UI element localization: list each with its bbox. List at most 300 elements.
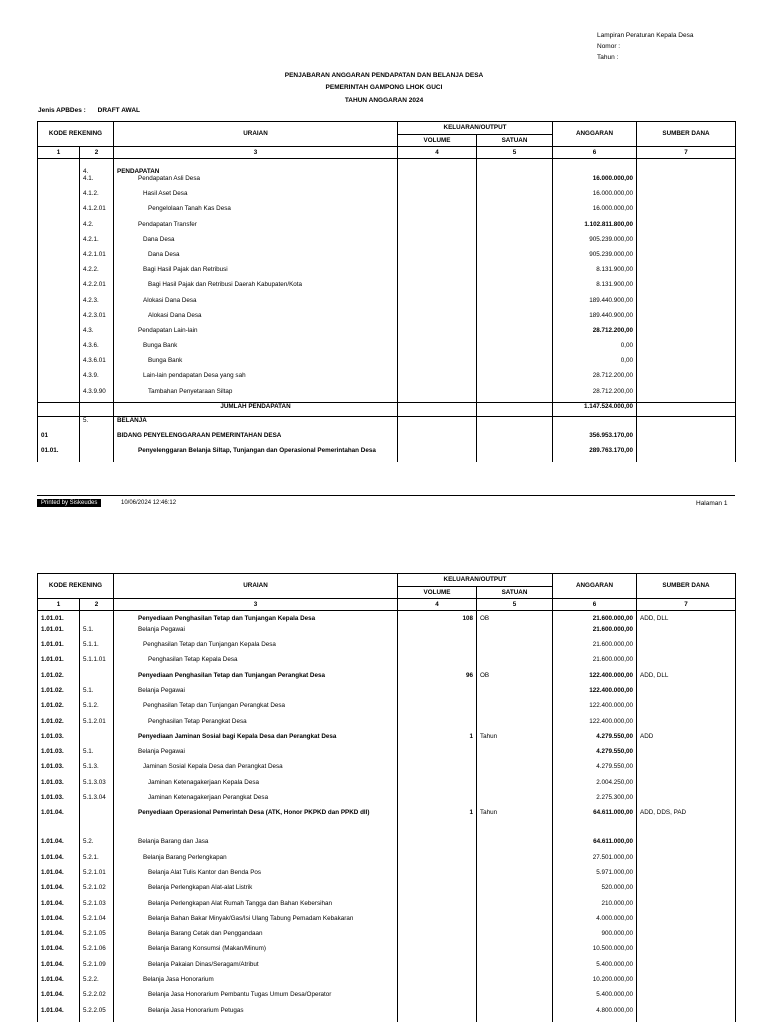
kode-rekening [80, 403, 114, 417]
volume-cell: 1 [398, 809, 477, 838]
header-uraian: URAIAN [114, 574, 398, 599]
kode-bidang: 1.01.01. [38, 611, 80, 626]
kode-rekening [80, 809, 114, 838]
uraian-cell: Bunga Bank [114, 342, 398, 357]
sumber-dana-cell [637, 221, 736, 236]
anggaran-cell: 16.000.000,00 [553, 175, 637, 190]
sumber-dana-cell [637, 357, 736, 372]
uraian-cell: BELANJA [114, 417, 398, 432]
kode-rekening: 5.1.2. [80, 702, 114, 717]
kode-rekening: 5.2. [80, 838, 114, 853]
table-row [38, 432, 736, 447]
table-row [38, 266, 736, 281]
header-col-num: 3 [114, 599, 398, 611]
anggaran-cell: 28.712.200,00 [553, 372, 637, 387]
volume-cell [398, 915, 477, 930]
anggaran-cell: 2.275.300,00 [553, 794, 637, 809]
volume-cell: 1 [398, 733, 477, 748]
anggaran-cell: 10.500.000,00 [553, 945, 637, 960]
anggaran-cell: 0,00 [553, 357, 637, 372]
kode-rekening: 5.1.3.03 [80, 779, 114, 794]
header-col-num: 4 [398, 599, 477, 611]
satuan-cell [477, 626, 553, 641]
uraian-cell: Belanja Barang dan Jasa [114, 838, 398, 853]
budget-table-page2 [37, 573, 736, 1022]
table-row [38, 297, 736, 312]
volume-cell [398, 991, 477, 1006]
table-row [38, 733, 736, 748]
sumber-dana-cell [637, 854, 736, 869]
uraian-cell: Bagi Hasil Pajak dan Retribusi Daerah Kabupaten/Kota [114, 281, 398, 296]
volume-cell [398, 266, 477, 281]
satuan-cell [477, 900, 553, 915]
uraian-cell: Belanja Perlengkapan Alat-alat Listrik [114, 884, 398, 899]
uraian-cell: Belanja Jasa Honorarium Petugas [114, 1007, 398, 1022]
satuan-cell: OB [477, 611, 553, 626]
table-row [38, 991, 736, 1006]
satuan-cell [477, 297, 553, 312]
uraian-cell: Dana Desa [114, 251, 398, 266]
table-row [38, 763, 736, 778]
header-anggaran: ANGGARAN [553, 574, 637, 599]
sumber-dana-cell [637, 763, 736, 778]
sumber-dana-cell [637, 372, 736, 387]
kode-rekening: 5.1.1. [80, 641, 114, 656]
volume-cell [398, 221, 477, 236]
tahun-line: Tahun : [597, 54, 619, 61]
kode-rekening: 5.1. [80, 748, 114, 763]
volume-cell [398, 884, 477, 899]
kode-rekening: 5.2.2. [80, 976, 114, 991]
table-row [38, 372, 736, 387]
table-row [38, 626, 736, 641]
anggaran-cell: 28.712.200,00 [553, 327, 637, 342]
uraian-cell: Lain-lain pendapatan Desa yang sah [114, 372, 398, 387]
kode-rekening: 4.2.1.01 [80, 251, 114, 266]
volume-cell [398, 447, 477, 462]
satuan-cell: Tahun [477, 809, 553, 838]
anggaran-cell: 122.400.000,00 [553, 702, 637, 717]
table-row [38, 930, 736, 945]
kode-bidang: 1.01.03. [38, 794, 80, 809]
anggaran-cell: 27.501.000,00 [553, 854, 637, 869]
kode-bidang: 1.01.01. [38, 656, 80, 671]
uraian-cell: Belanja Jasa Honorarium [114, 976, 398, 991]
kode-bidang: 1.01.03. [38, 733, 80, 748]
kode-bidang: 1.01.04. [38, 945, 80, 960]
table-row [38, 403, 736, 417]
volume-cell [398, 718, 477, 733]
kode-rekening: 5.2.2.02 [80, 991, 114, 1006]
anggaran-cell: 210.000,00 [553, 900, 637, 915]
kode-bidang: 1.01.04. [38, 854, 80, 869]
kode-bidang [38, 266, 80, 281]
doc-subtitle: PEMERINTAH GAMPONG LHOK GUCI [325, 84, 443, 91]
header-keluaran: KELUARAN/OUTPUT [398, 122, 553, 135]
volume-cell: 108 [398, 611, 477, 626]
anggaran-cell: 122.400.000,00 [553, 672, 637, 687]
volume-cell [398, 702, 477, 717]
sumber-dana-cell [637, 838, 736, 853]
volume-cell [398, 900, 477, 915]
satuan-cell [477, 779, 553, 794]
table-row [38, 702, 736, 717]
kode-rekening: 5.1.2.01 [80, 718, 114, 733]
satuan-cell [477, 991, 553, 1006]
satuan-cell [477, 205, 553, 220]
header-kode: KODE REKENING [38, 122, 114, 147]
kode-bidang: 1.01.04. [38, 915, 80, 930]
footer-divider [37, 495, 735, 496]
kode-bidang [38, 372, 80, 387]
kode-bidang: 1.01.03. [38, 763, 80, 778]
kode-rekening: 4.3. [80, 327, 114, 342]
kode-rekening: 4.3.6.01 [80, 357, 114, 372]
satuan-cell [477, 236, 553, 251]
kode-rekening: 4.1.2.01 [80, 205, 114, 220]
volume-cell [398, 432, 477, 447]
satuan-cell [477, 718, 553, 733]
volume-cell [398, 748, 477, 763]
printed-by-badge: Printed by Siskeudes [37, 499, 101, 507]
header-sumber-dana: SUMBER DANA [637, 574, 736, 599]
lampiran-block [597, 30, 693, 63]
kode-rekening: 4.3.9. [80, 372, 114, 387]
kode-rekening: 5.1. [80, 626, 114, 641]
kode-rekening [80, 733, 114, 748]
header-col-num: 1 [38, 599, 80, 611]
kode-bidang [38, 236, 80, 251]
jenis-apbdes [38, 107, 150, 114]
table-row [38, 312, 736, 327]
kode-rekening: 5.2.1.01 [80, 869, 114, 884]
uraian-cell: Alokasi Dana Desa [114, 312, 398, 327]
table-row [38, 357, 736, 372]
sumber-dana-cell [637, 388, 736, 403]
volume-cell [398, 159, 477, 176]
volume-cell [398, 930, 477, 945]
anggaran-cell: 122.400.000,00 [553, 718, 637, 733]
uraian-cell: Penyelenggaran Belanja Siltap, Tunjangan dan Operasional Pemerintahan Desa [114, 447, 398, 462]
table-row [38, 175, 736, 190]
kode-bidang [38, 205, 80, 220]
header-volume: VOLUME [398, 587, 477, 599]
uraian-cell: Belanja Perlengkapan Alat Rumah Tangga dan Bahan Kebersihan [114, 900, 398, 915]
kode-rekening [80, 672, 114, 687]
kode-bidang [38, 388, 80, 403]
table-row [38, 687, 736, 702]
sumber-dana-cell [637, 327, 736, 342]
header-col-num: 6 [553, 147, 637, 159]
kode-rekening: 5.1. [80, 687, 114, 702]
anggaran-cell: 900.000,00 [553, 930, 637, 945]
anggaran-cell: 289.763.170,00 [553, 447, 637, 462]
satuan-cell [477, 656, 553, 671]
kode-rekening [80, 447, 114, 462]
kode-bidang: 1.01.03. [38, 779, 80, 794]
kode-bidang: 1.01.04. [38, 991, 80, 1006]
volume-cell [398, 281, 477, 296]
kode-bidang: 1.01.03. [38, 748, 80, 763]
lampiran-line: Lampiran Peraturan Kepala Desa [597, 32, 694, 39]
uraian-cell: Hasil Aset Desa [114, 190, 398, 205]
satuan-cell [477, 976, 553, 991]
volume-cell [398, 190, 477, 205]
satuan-cell [477, 266, 553, 281]
sumber-dana-cell [637, 1007, 736, 1022]
anggaran-cell: 64.611.000,00 [553, 838, 637, 853]
kode-bidang [38, 190, 80, 205]
uraian-cell: Penghasilan Tetap dan Tunjangan Perangkat Desa [114, 702, 398, 717]
header-anggaran: ANGGARAN [553, 122, 637, 147]
volume-cell [398, 838, 477, 853]
sumber-dana-cell [637, 417, 736, 432]
anggaran-cell: 8.131.900,00 [553, 266, 637, 281]
uraian-cell: Belanja Pakaian Dinas/Seragam/Atribut [114, 961, 398, 976]
uraian-cell: Belanja Barang Perlengkapan [114, 854, 398, 869]
satuan-cell [477, 432, 553, 447]
sumber-dana-cell [637, 190, 736, 205]
kode-rekening: 5.2.1.06 [80, 945, 114, 960]
table-row [38, 327, 736, 342]
table-row [38, 961, 736, 976]
kode-rekening: 4.1. [80, 175, 114, 190]
uraian-cell: Pengelolaan Tanah Kas Desa [114, 205, 398, 220]
satuan-cell [477, 748, 553, 763]
kode-bidang [38, 312, 80, 327]
header-volume: VOLUME [398, 135, 477, 147]
sumber-dana-cell [637, 266, 736, 281]
volume-cell [398, 342, 477, 357]
uraian-cell: Jaminan Ketenagakerjaan Kepala Desa [114, 779, 398, 794]
sumber-dana-cell [637, 432, 736, 447]
kode-bidang: 1.01.02. [38, 702, 80, 717]
header-col-num: 2 [80, 147, 114, 159]
table-row [38, 417, 736, 432]
volume-cell [398, 1007, 477, 1022]
uraian-cell: Belanja Pegawai [114, 687, 398, 702]
uraian-cell: Bagi Hasil Pajak dan Retribusi [114, 266, 398, 281]
table-row [38, 447, 736, 462]
kode-bidang: 1.01.04. [38, 884, 80, 899]
sumber-dana-cell [637, 991, 736, 1006]
uraian-cell: Pendapatan Asli Desa [114, 175, 398, 190]
kode-bidang: 1.01.04. [38, 900, 80, 915]
satuan-cell [477, 641, 553, 656]
satuan-cell [477, 945, 553, 960]
kode-bidang: 1.01.02. [38, 687, 80, 702]
table-row [38, 809, 736, 838]
table-row [38, 281, 736, 296]
sumber-dana-cell [637, 702, 736, 717]
uraian-cell: Belanja Barang Konsumsi (Makan/Minum) [114, 945, 398, 960]
sumber-dana-cell [637, 900, 736, 915]
sumber-dana-cell: ADD, DDS, PAD [637, 809, 736, 838]
table-row [38, 779, 736, 794]
sumber-dana-cell [637, 403, 736, 417]
kode-rekening: 4.2. [80, 221, 114, 236]
kode-bidang: 1.01.02. [38, 718, 80, 733]
kode-rekening: 5.1.3.04 [80, 794, 114, 809]
kode-rekening: 4. [80, 159, 114, 176]
anggaran-cell: 4.279.550,00 [553, 763, 637, 778]
volume-cell [398, 626, 477, 641]
uraian-cell: Belanja Pegawai [114, 748, 398, 763]
header-keluaran: KELUARAN/OUTPUT [398, 574, 553, 587]
satuan-cell [477, 403, 553, 417]
anggaran-cell: 2.004.250,00 [553, 779, 637, 794]
table-row [38, 748, 736, 763]
anggaran-cell [553, 417, 637, 432]
satuan-cell [477, 884, 553, 899]
volume-cell [398, 976, 477, 991]
sumber-dana-cell [637, 794, 736, 809]
anggaran-cell: 122.400.000,00 [553, 687, 637, 702]
kode-bidang: 01 [38, 432, 80, 447]
kode-rekening: 4.2.2. [80, 266, 114, 281]
satuan-cell [477, 327, 553, 342]
anggaran-cell: 21.600.000,00 [553, 656, 637, 671]
header-satuan: SATUAN [477, 587, 553, 599]
sumber-dana-cell [637, 687, 736, 702]
volume-cell [398, 357, 477, 372]
table-row [38, 794, 736, 809]
jenis-value: DRAFT AWAL [97, 107, 140, 114]
table-row [38, 641, 736, 656]
table-row [38, 718, 736, 733]
volume-cell [398, 312, 477, 327]
satuan-cell [477, 869, 553, 884]
satuan-cell [477, 447, 553, 462]
sumber-dana-cell [637, 930, 736, 945]
header-col-num: 7 [637, 147, 736, 159]
kode-rekening: 5.2.1.02 [80, 884, 114, 899]
header-col-num: 3 [114, 147, 398, 159]
kode-bidang: 1.01.04. [38, 809, 80, 838]
sumber-dana-cell [637, 945, 736, 960]
sumber-dana-cell [637, 312, 736, 327]
volume-cell [398, 205, 477, 220]
satuan-cell [477, 312, 553, 327]
kode-bidang [38, 342, 80, 357]
uraian-cell: Belanja Pegawai [114, 626, 398, 641]
uraian-cell: BIDANG PENYELENGGARAAN PEMERINTAHAN DESA [114, 432, 398, 447]
satuan-cell [477, 794, 553, 809]
volume-cell [398, 372, 477, 387]
kode-bidang: 1.01.04. [38, 1007, 80, 1022]
kode-rekening: 4.2.3. [80, 297, 114, 312]
kode-rekening: 5.1.3. [80, 763, 114, 778]
kode-rekening: 5.2.1.09 [80, 961, 114, 976]
kode-rekening: 5.2.1.05 [80, 930, 114, 945]
uraian-cell: Belanja Jasa Honorarium Pembantu Tugas Umum Desa/Operator [114, 991, 398, 1006]
kode-bidang [38, 251, 80, 266]
uraian-cell: Jaminan Sosial Kepala Desa dan Perangkat Desa [114, 763, 398, 778]
table-row [38, 915, 736, 930]
satuan-cell [477, 915, 553, 930]
satuan-cell [477, 687, 553, 702]
table-row [38, 976, 736, 991]
sumber-dana-cell [637, 718, 736, 733]
table-row [38, 251, 736, 266]
table-row [38, 854, 736, 869]
sumber-dana-cell [637, 626, 736, 641]
uraian-cell: Belanja Barang Cetak dan Penggandaan [114, 930, 398, 945]
uraian-cell: Jaminan Ketenagakerjaan Perangkat Desa [114, 794, 398, 809]
sumber-dana-cell [637, 641, 736, 656]
kode-bidang: 1.01.01. [38, 626, 80, 641]
volume-cell [398, 961, 477, 976]
anggaran-cell: 28.712.200,00 [553, 388, 637, 403]
kode-rekening: 5.2.1. [80, 854, 114, 869]
volume-cell [398, 175, 477, 190]
anggaran-cell: 8.131.900,00 [553, 281, 637, 296]
satuan-cell [477, 357, 553, 372]
doc-year: TAHUN ANGGARAN 2024 [344, 97, 424, 104]
kode-bidang [38, 357, 80, 372]
kode-rekening: 4.2.1. [80, 236, 114, 251]
uraian-cell: Bunga Bank [114, 357, 398, 372]
uraian-cell: Belanja Alat Tulis Kantor dan Benda Pos [114, 869, 398, 884]
uraian-cell: PENDAPATAN [114, 159, 398, 176]
kode-bidang [38, 417, 80, 432]
uraian-cell: Penyediaan Penghasilan Tetap dan Tunjangan Perangkat Desa [114, 672, 398, 687]
volume-cell [398, 251, 477, 266]
kode-rekening [80, 432, 114, 447]
table-row [38, 159, 736, 176]
kode-bidang: 1.01.04. [38, 930, 80, 945]
sumber-dana-cell [637, 297, 736, 312]
satuan-cell [477, 417, 553, 432]
satuan-cell [477, 961, 553, 976]
kode-bidang [38, 221, 80, 236]
satuan-cell [477, 838, 553, 853]
anggaran-cell: 64.611.000,00 [553, 809, 637, 838]
anggaran-cell: 4.279.550,00 [553, 748, 637, 763]
satuan-cell [477, 251, 553, 266]
table-row [38, 1007, 736, 1022]
volume-cell [398, 945, 477, 960]
satuan-cell [477, 388, 553, 403]
anggaran-cell: 520.000,00 [553, 884, 637, 899]
header-col-num: 6 [553, 599, 637, 611]
anggaran-cell: 4.800.000,00 [553, 1007, 637, 1022]
volume-cell: 96 [398, 672, 477, 687]
kode-bidang: 1.01.02. [38, 672, 80, 687]
printed-date: 10/06/2024 12:46:12 [121, 500, 177, 506]
volume-cell [398, 403, 477, 417]
satuan-cell [477, 854, 553, 869]
satuan-cell: Tahun [477, 733, 553, 748]
kode-rekening [80, 611, 114, 626]
sumber-dana-cell: ADD, DLL [637, 672, 736, 687]
satuan-cell [477, 159, 553, 176]
uraian-cell: Alokasi Dana Desa [114, 297, 398, 312]
volume-cell [398, 236, 477, 251]
volume-cell [398, 869, 477, 884]
anggaran-cell: 4.279.550,00 [553, 733, 637, 748]
kode-bidang [38, 403, 80, 417]
nomor-line: Nomor : [597, 43, 621, 50]
header-col-num: 4 [398, 147, 477, 159]
table-row [38, 611, 736, 626]
anggaran-cell: 16.000.000,00 [553, 190, 637, 205]
uraian-cell: Pendapatan Lain-lain [114, 327, 398, 342]
kode-bidang: 1.01.04. [38, 869, 80, 884]
table-row [38, 388, 736, 403]
sumber-dana-cell [637, 251, 736, 266]
anggaran-cell: 189.440.900,00 [553, 312, 637, 327]
